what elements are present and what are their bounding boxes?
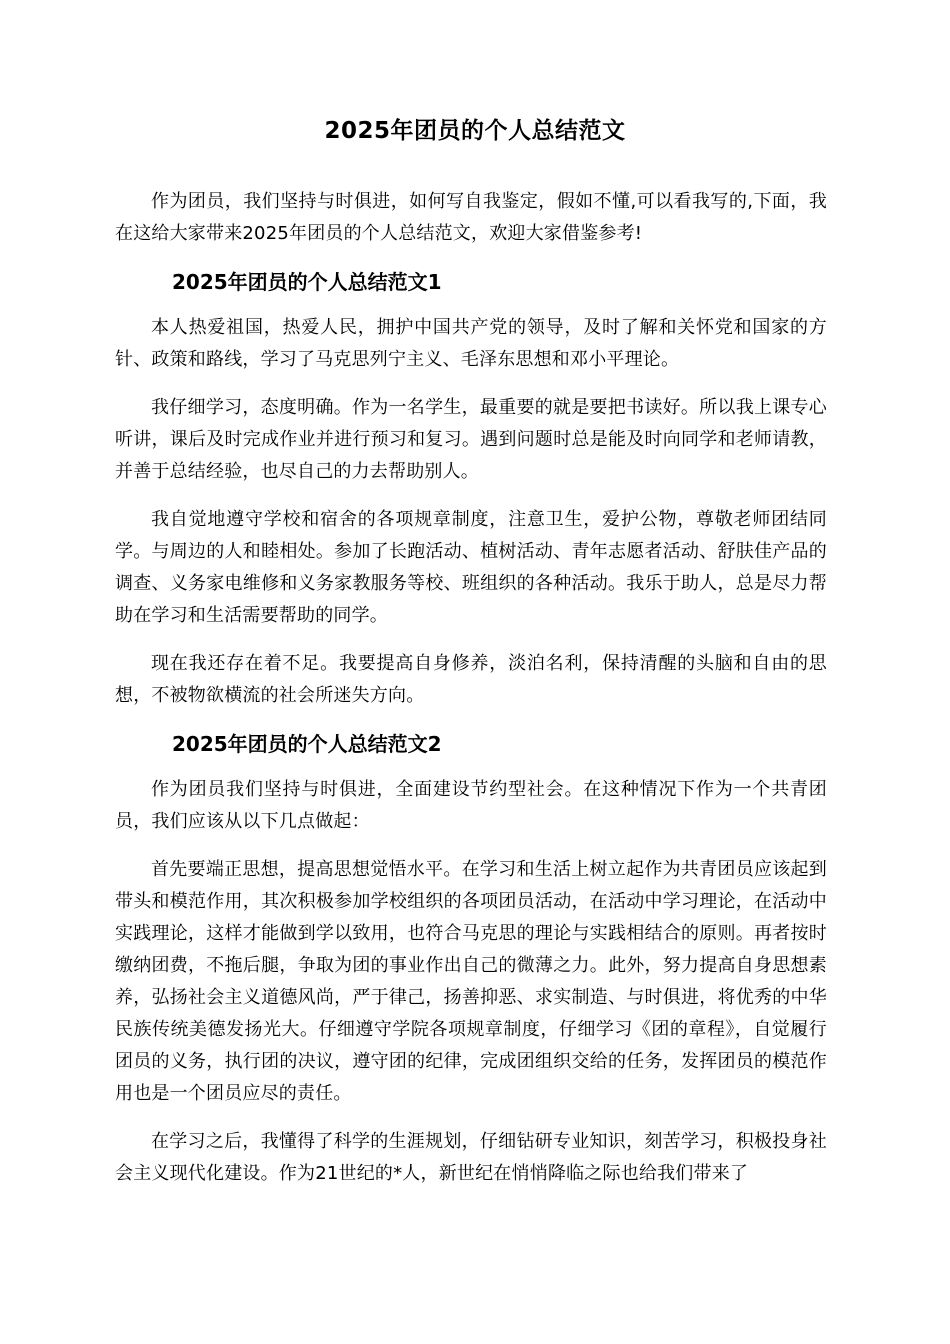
body-paragraph: 我仔细学习，态度明确。作为一名学生，最重要的就是要把书读好。所以我上课专心听讲，课后及时完成作业并进行预习和复习。遇到问题时总是能及时向同学和老师请教，并善于总结经验，也尽自己的力去帮助别人。 (115, 397, 827, 482)
body-paragraph: 首先要端正思想，提高思想觉悟水平。在学习和生活上树立起作为共青团员应该起到带头和模范作用，其次积极参加学校组织的各项团员活动，在活动中学习理论，在活动中实践理论，这样才能做到学以致用，也符合马克思的理论与实践相结合的原则。再者按时缴纳团费，不拖后腿，争取为团的事业作出自己的微薄之力。此外，努力提高自身思想素养，弘扬社会主义道德风尚，严于律己，扬善抑恶、求实制造、与时俱进，将优秀的中华民族传统美德发扬光大。仔细遵守学院各项规章制度，仔细学习《团的章程》，自觉履行团员的义务，执行团的决议，遵守团的纪律，完成团组织交给的任务，发挥团员的模范作用也是一个团员应尽的责任。 (115, 859, 827, 1104)
section-1 (115, 266, 827, 712)
body-paragraph: 我自觉地遵守学校和宿舍的各项规章制度，注意卫生，爱护公物，尊敬老师团结同学。与周边的人和睦相处。参加了长跑活动、植树活动、青年志愿者活动、舒肤佳产品的调查、义务家电维修和义务家教服务等校、班组织的各种活动。我乐于助人，总是尽力帮助在学习和生活需要帮助的同学。 (115, 509, 827, 626)
intro-paragraph: 作为团员，我们坚持与时俱进，如何写自我鉴定，假如不懂,可以看我写的,下面，我在这给大家带来2025年团员的个人总结范文，欢迎大家借鉴参考! (115, 191, 827, 244)
section-heading: 2025年团员的个人总结范文2 (172, 732, 442, 756)
body-paragraph: 作为团员我们坚持与时俱进，全面建设节约型社会。在这种情况下作为一个共青团员，我们应该从以下几点做起： (115, 779, 827, 832)
section-2 (115, 728, 827, 1190)
document-body (115, 186, 827, 1206)
body-paragraph: 现在我还存在着不足。我要提高自身修养，淡泊名利，保持清醒的头脑和自由的思想，不被物欲横流的社会所迷失方向。 (115, 653, 827, 706)
document-title: 2025年团员的个人总结范文 (324, 118, 626, 144)
section-heading: 2025年团员的个人总结范文1 (172, 270, 442, 294)
body-paragraph: 在学习之后，我懂得了科学的生涯规划，仔细钻研专业知识，刻苦学习，积极投身社会主义现代化建设。作为21世纪的*人，新世纪在悄悄降临之际也给我们带来了 (115, 1131, 827, 1184)
body-paragraph: 本人热爱祖国，热爱人民，拥护中国共产党的领导，及时了解和关怀党和国家的方针、政策和路线，学习了马克思列宁主义、毛泽东思想和邓小平理论。 (115, 317, 827, 370)
